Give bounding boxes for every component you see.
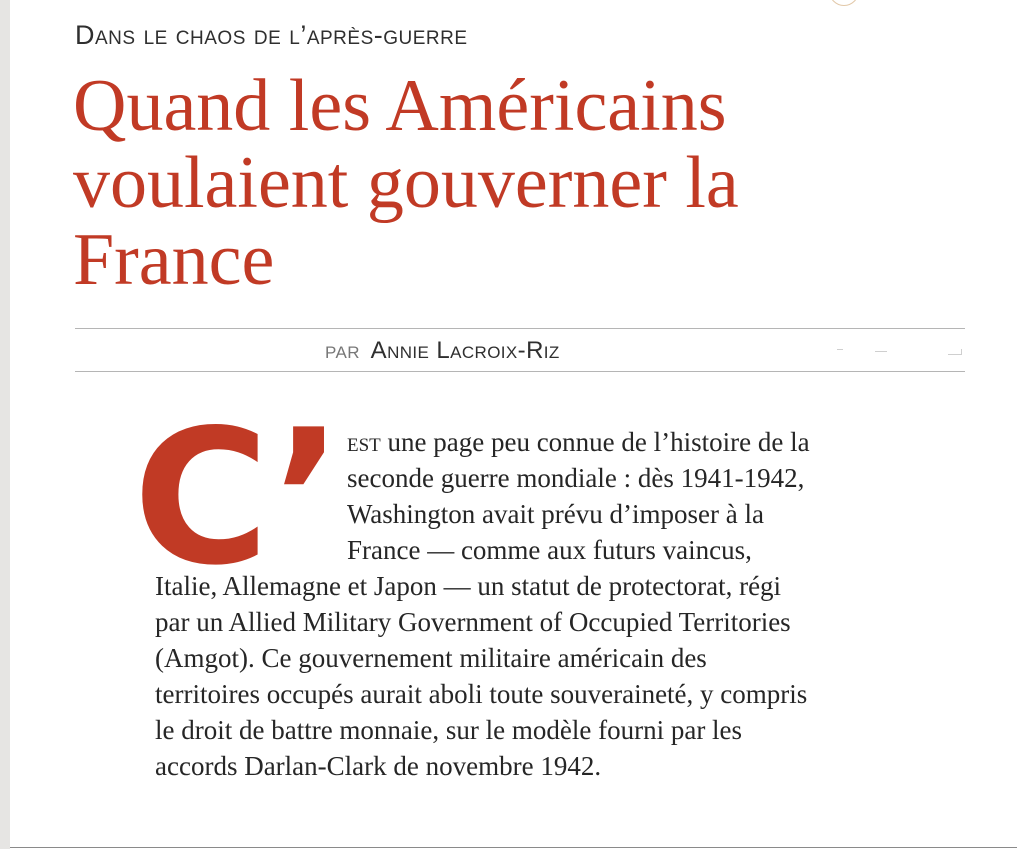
toolbar-mark bbox=[837, 349, 843, 350]
article-title: Quand les Américains voulaient gouverner la France bbox=[73, 65, 739, 301]
page-left-edge bbox=[0, 0, 10, 849]
lead-text: une page peu connue de l’histoire de la seconde guerre mondiale : dès 1941-1942, Washington avait prévu d’imposer à la France — comme aux futurs vaincus, Italie, Allemagne et Japon — un statut de protectorat, régi par un Allied Military Government of Occupied Territories (Amgot). Ce gouvernement militaire américain des territoires occupés aurait aboli toute souveraineté, y compris le droit de battre monnaie, sur le modèle fourni par les accords Darlan-Clark de novembre 1942. bbox=[155, 427, 810, 781]
article-body bbox=[133, 389, 815, 784]
top-circle-mark bbox=[829, 0, 859, 6]
byline bbox=[325, 337, 560, 365]
toolbar-mark bbox=[875, 351, 887, 352]
bottom-divider bbox=[10, 847, 1017, 848]
article-surtitle: Dans le chaos de l’après-guerre bbox=[75, 20, 468, 50]
byline-bar bbox=[75, 328, 965, 372]
byline-prefix: par bbox=[325, 337, 360, 364]
lead-word: est bbox=[346, 427, 381, 457]
toolbar-mark bbox=[948, 354, 962, 355]
author-link[interactable]: Annie Lacroix-Riz bbox=[370, 337, 560, 364]
drop-cap: C’ bbox=[133, 389, 339, 606]
